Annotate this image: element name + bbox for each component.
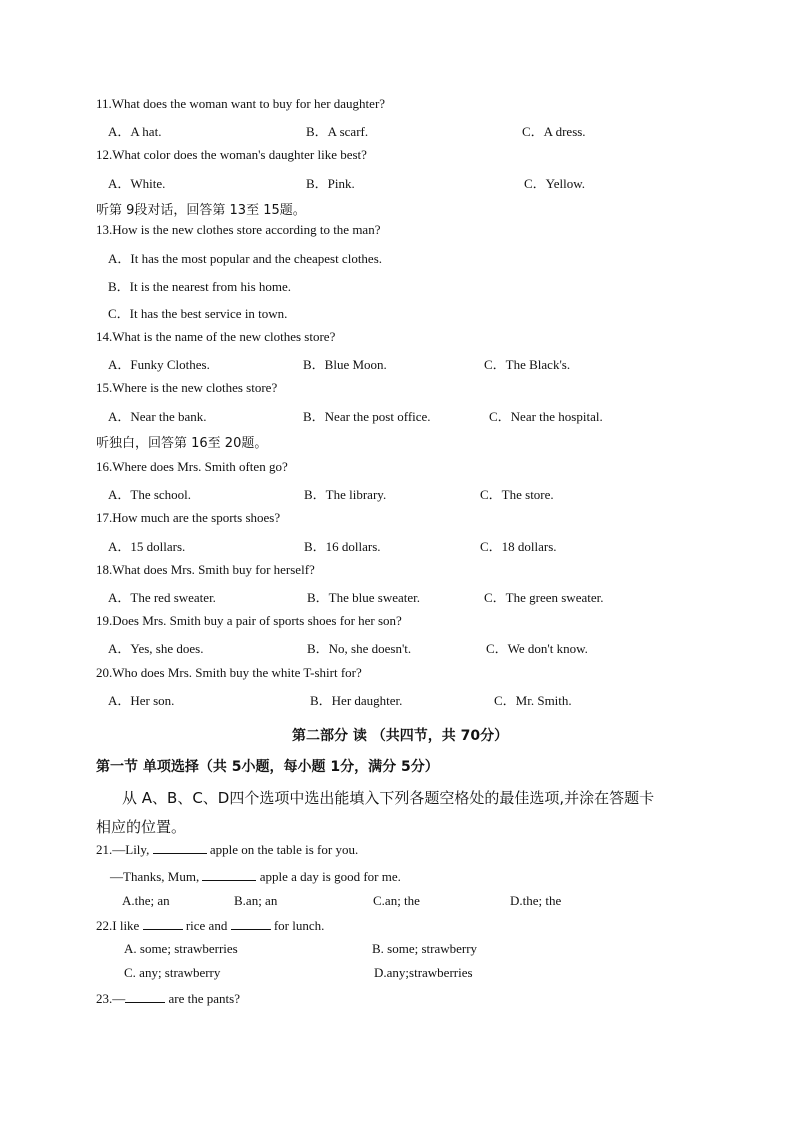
option-20-a: A．Her son. (108, 693, 175, 708)
option-14-a: A．Funky Clothes. (108, 357, 210, 372)
option-18-b: B．The blue sweater. (307, 590, 420, 605)
question-21-line-2 (110, 868, 401, 885)
question-12: 12.What color does the woman's daughter like best? (96, 147, 367, 162)
question-21-line-2-suffix: apple a day is good for me. (256, 869, 401, 884)
option-15-b: B．Near the post office. (303, 409, 431, 424)
question-13: 13.How is the new clothes store according to the man? (96, 222, 381, 237)
answer-blank (143, 917, 183, 930)
question-15: 15.Where is the new clothes store? (96, 380, 278, 395)
option-16-c: C．The store. (480, 487, 554, 502)
option-11-c: C．A dress. (522, 124, 586, 139)
option-20-c: C．Mr. Smith. (494, 693, 572, 708)
question-22-suffix: for lunch. (270, 918, 325, 933)
option-19-b: B．No, she doesn't. (307, 641, 412, 656)
option-21-d: D.the; the (510, 893, 562, 908)
question-18: 18.What does Mrs. Smith buy for herself? (96, 562, 315, 577)
option-11-a: A．A hat. (108, 124, 162, 139)
option-19-a: A．Yes, she does. (108, 641, 204, 656)
question-22-prefix: 22.I like (96, 918, 143, 933)
question-23 (96, 990, 240, 1007)
option-22-d: D.any;strawberries (374, 965, 473, 980)
option-22-a: A. some; strawberries (124, 941, 238, 956)
option-19-c: C．We don't know. (486, 641, 588, 656)
option-20-b: B．Her daughter. (310, 693, 403, 708)
option-18-a: A．The red sweater. (108, 590, 216, 605)
question-23-prefix: 23.— (96, 991, 126, 1006)
option-21-a: A.the; an (122, 893, 170, 908)
option-16-b: B．The library. (304, 487, 387, 502)
option-12-a: A．White. (108, 176, 166, 191)
section-1-instruction-line-1: 从 A、B、C、D四个选项中选出能填入下列各题空格处的最佳选项,并涂在答题卡 (122, 789, 655, 807)
question-17: 17.How much are the sports shoes? (96, 510, 281, 525)
question-22-middle: rice and (182, 918, 231, 933)
answer-blank (125, 990, 165, 1003)
option-13-a: A．It has the most popular and the cheapest clothes. (108, 251, 383, 266)
section-1-instruction-line-2: 相应的位置。 (96, 818, 187, 836)
option-13-c: C．It has the best service in town. (108, 306, 288, 321)
option-15-a: A．Near the bank. (108, 409, 207, 424)
question-22 (96, 917, 324, 934)
question-23-suffix: are the pants? (165, 991, 240, 1006)
question-21-line-1-suffix: apple on the table is for you. (206, 842, 359, 857)
option-17-a: A．15 dollars. (108, 539, 186, 554)
question-21-line-2-prefix: —Thanks, Mum, (110, 869, 203, 884)
option-18-c: C．The green sweater. (484, 590, 604, 605)
question-20: 20.Who does Mrs. Smith buy the white T-shirt for? (96, 665, 362, 680)
option-12-b: B．Pink. (306, 176, 355, 191)
option-22-b: B. some; strawberry (372, 941, 478, 956)
option-13-b: B．It is the nearest from his home. (108, 279, 292, 294)
answer-blank (153, 841, 207, 854)
section-9-instruction: 听第 9段对话，回答第 13至 15题。 (96, 203, 306, 218)
option-11-b: B．A scarf. (306, 124, 369, 139)
question-21-line-1-prefix: 21.—Lily, (96, 842, 153, 857)
option-14-c: C．The Black's. (484, 357, 571, 372)
section-10-instruction: 听独白，回答第 16至 20题。 (96, 436, 268, 451)
question-21-line-1 (96, 841, 358, 858)
section-1-title: 第一节 单项选择（共 5小题，每小题 1分，满分 5分） (96, 759, 439, 775)
part-2-title: 第二部分 读 （共四节，共 70分） (292, 728, 509, 744)
option-17-c: C．18 dollars. (480, 539, 557, 554)
option-12-c: C．Yellow. (524, 176, 586, 191)
question-11: 11.What does the woman want to buy for her daughter? (96, 96, 386, 111)
question-16: 16.Where does Mrs. Smith often go? (96, 459, 288, 474)
option-14-b: B．Blue Moon. (303, 357, 387, 372)
answer-blank (231, 917, 271, 930)
option-21-c: C.an; the (373, 893, 420, 908)
question-14: 14.What is the name of the new clothes store? (96, 329, 336, 344)
option-22-c: C. any; strawberry (124, 965, 221, 980)
answer-blank (202, 868, 256, 881)
option-17-b: B．16 dollars. (304, 539, 381, 554)
option-21-b: B.an; an (234, 893, 278, 908)
option-15-c: C．Near the hospital. (489, 409, 603, 424)
question-19: 19.Does Mrs. Smith buy a pair of sports shoes for her son? (96, 613, 402, 628)
option-16-a: A．The school. (108, 487, 192, 502)
